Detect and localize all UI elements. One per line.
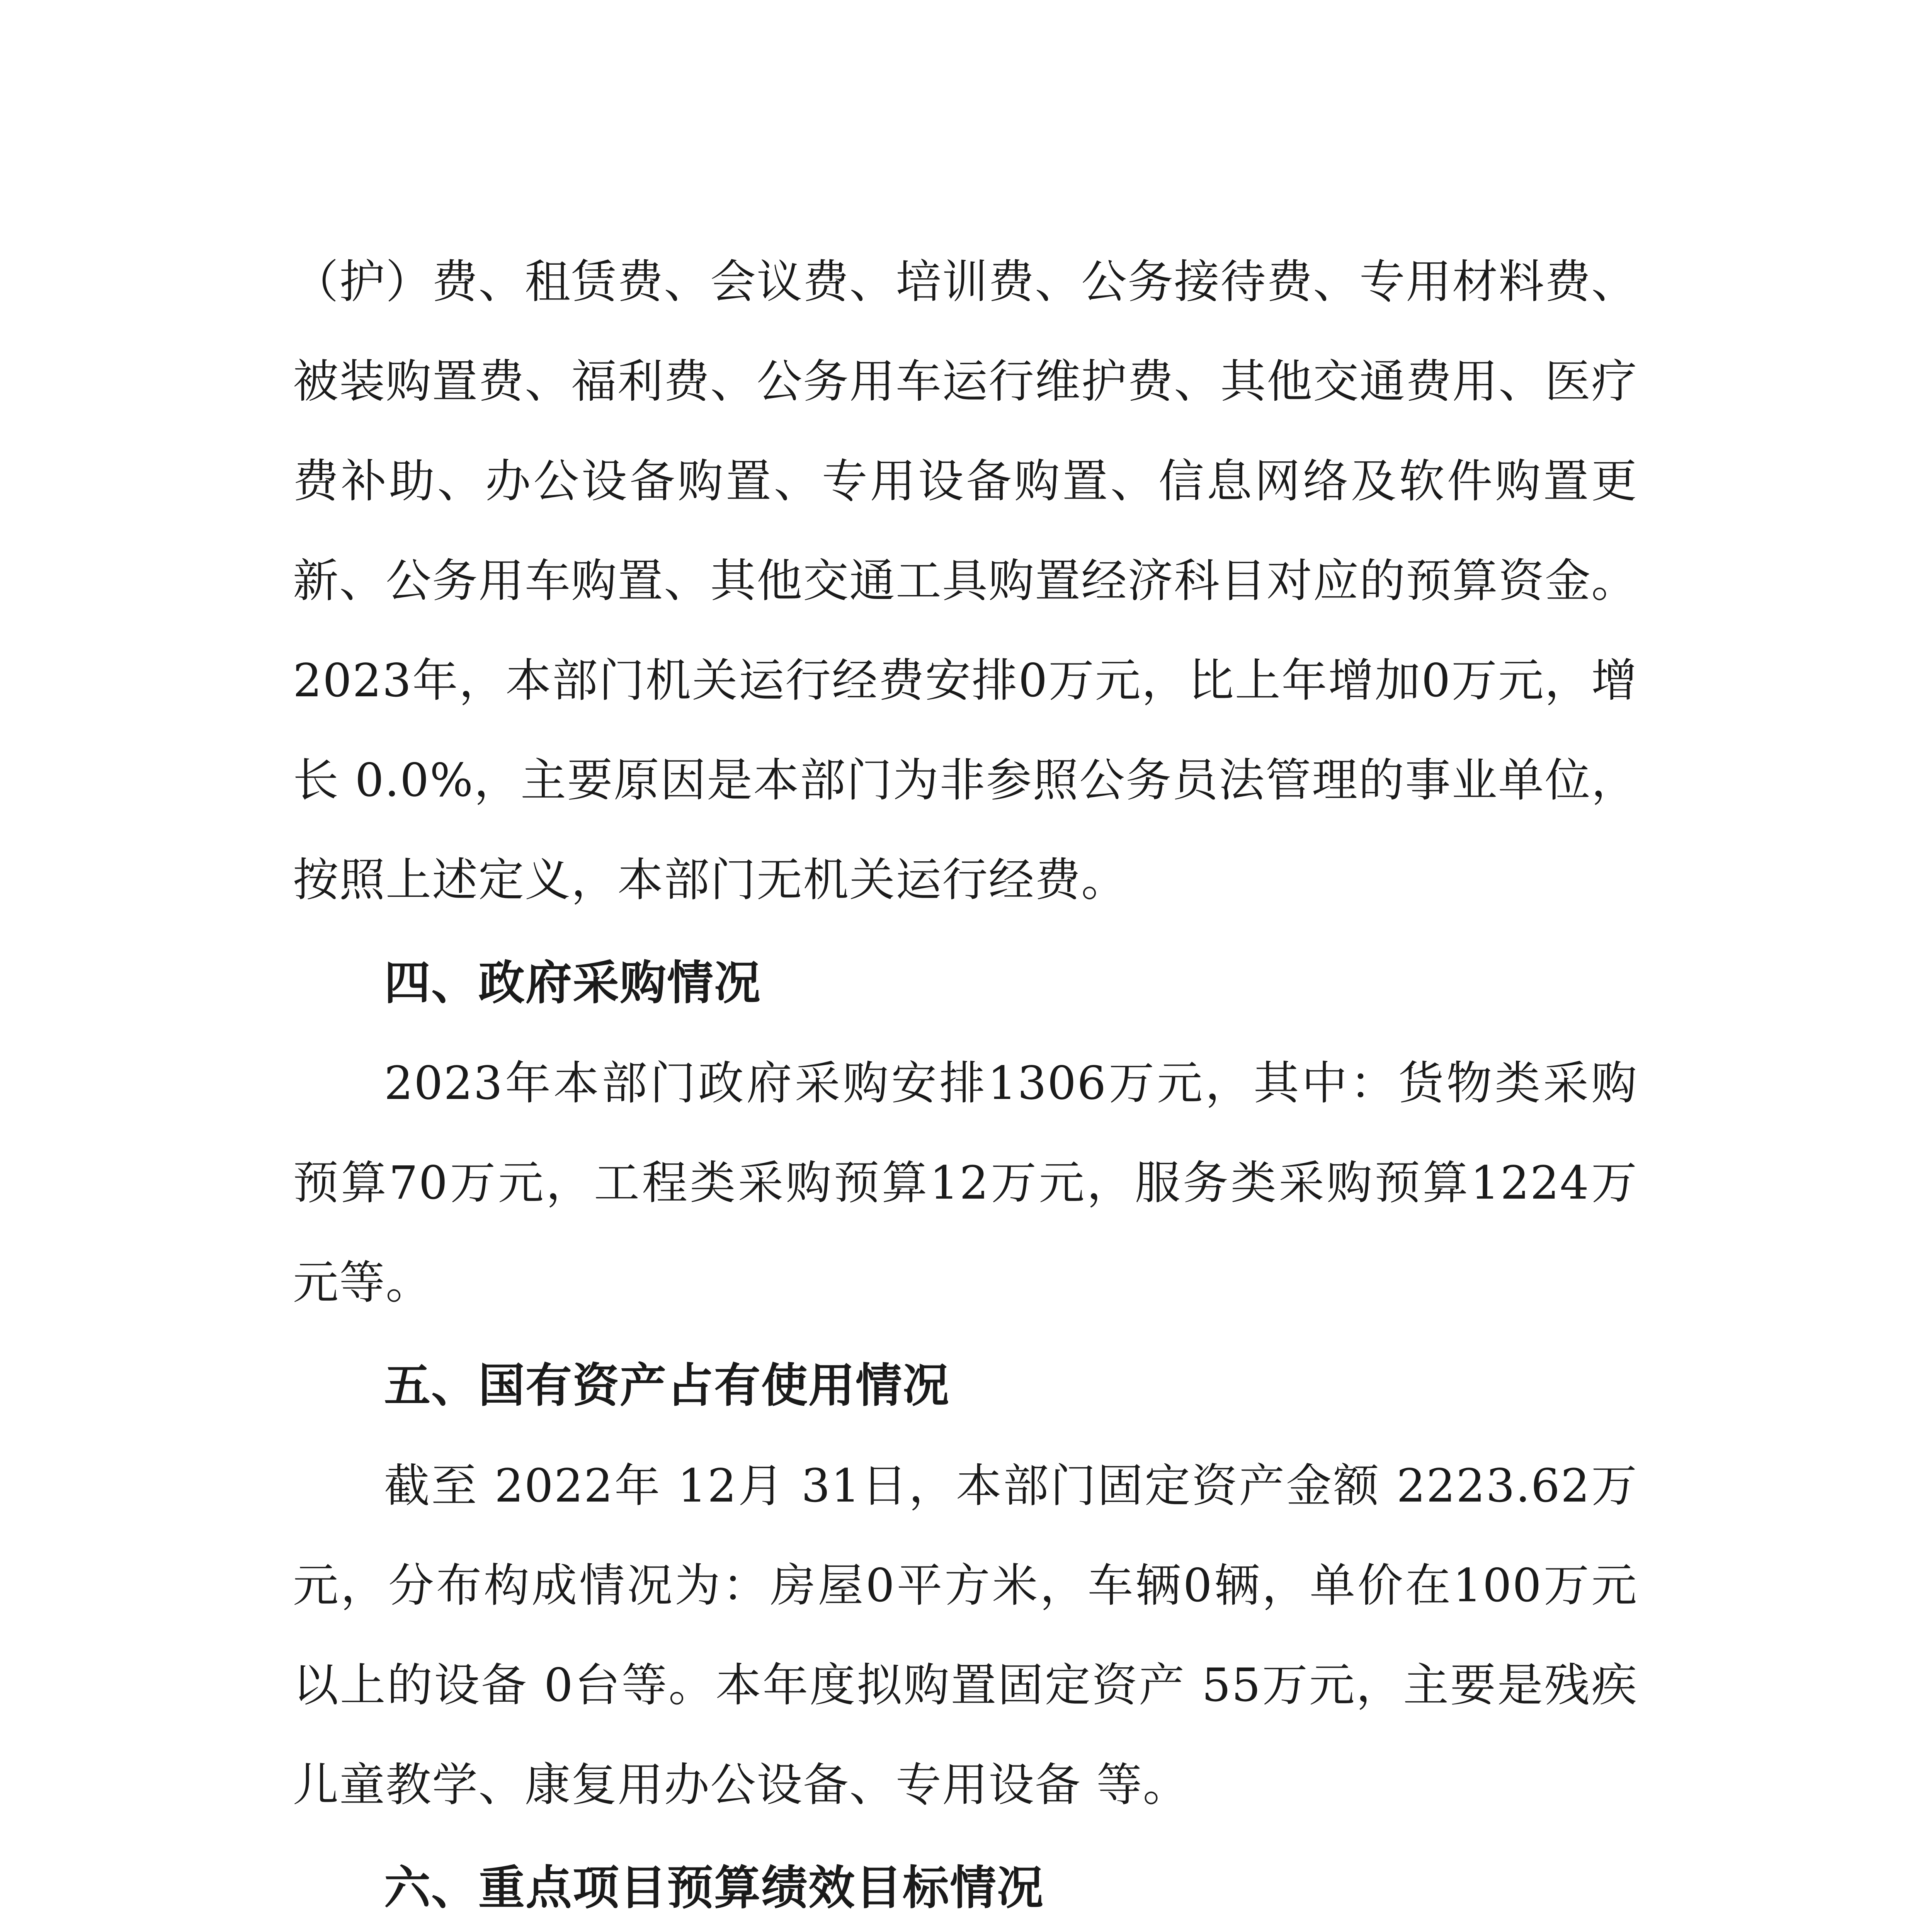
document-body bbox=[293, 232, 1638, 1932]
paragraph-procurement: 2023年本部门政府采购安排1306万元，其中：货物类采购预算70万元，工程类采购预算12万元，服务类采购预算1224万元等。 bbox=[293, 1056, 1638, 1309]
paragraph-assets: 截至 2022年 12月 31日，本部门固定资产金额 2223.62万元，分布构成情况为：房屋0平方米，车辆0辆，单价在100万元以上的设备 0台等。本年度拟购置固定资产 55万元，主要是残疾儿童教学、康复用办公设备、专用设备 等。 bbox=[293, 1459, 1638, 1811]
heading-government-procurement: 四、政府采购情况 bbox=[384, 956, 761, 1010]
heading-performance-goals: 六、重点项目预算绩效目标情况 bbox=[384, 1861, 1044, 1915]
paragraph-operating-costs: （护）费、租赁费、会议费、培训费、公务接待费、专用材料费、被装购置费、福利费、公务用车运行维护费、其他交通费用、医疗费补助、办公设备购置、专用设备购置、信息网络及软件购置更新、公务用车购置、其他交通工具购置经济科目对应的预算资金。2023年，本部门机关运行经费安排0万元，比上年增加0万元，增长 0.0%，主要原因是本部门为非参照公务员法管理的事业单位，按照上述定义，本部门无机关运行经费。 bbox=[293, 255, 1638, 906]
heading-state-assets: 五、国有资产占有使用情况 bbox=[384, 1359, 950, 1413]
